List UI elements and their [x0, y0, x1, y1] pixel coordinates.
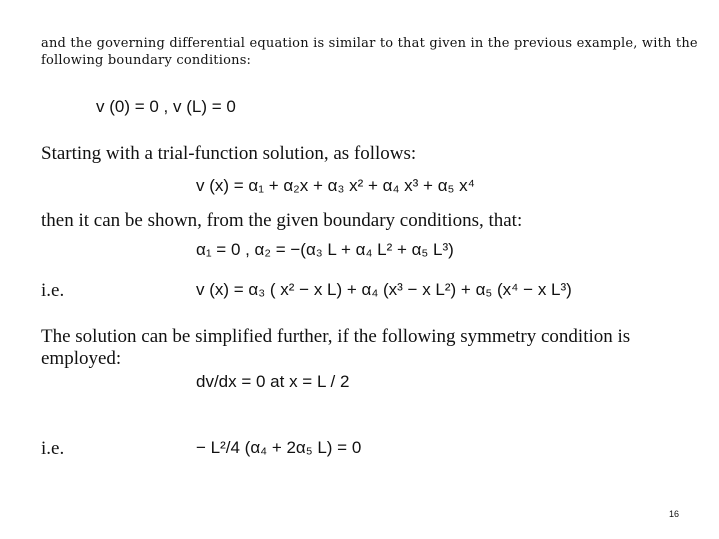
- then-text: then it can be shown, from the given boundary conditions, that:: [41, 210, 523, 231]
- intro-line-1: and the governing differential equation is similar to that given in the previous example, with the: [41, 36, 698, 51]
- simplified-text-line-1: The solution can be simplified further, if the following symmetry condition is: [41, 326, 631, 347]
- intro-line-2: following boundary conditions:: [41, 53, 252, 68]
- ie-solution-equation: v (x) = α₃ ( x² − x L) + α₄ (x³ − x L²) + α₅ (x⁴ − x L³): [196, 280, 572, 299]
- starting-text: Starting with a trial-function solution, as follows:: [41, 143, 417, 164]
- alpha-relation-equation: α₁ = 0 , α₂ = −(α₃ L + α₄ L² + α₅ L³): [196, 240, 454, 259]
- ie-label-1: i.e.: [41, 280, 65, 301]
- ie-label-2: i.e.: [41, 438, 65, 459]
- intro-paragraph: [41, 35, 698, 69]
- simplified-text-line-2: employed:: [41, 348, 122, 369]
- symmetry-equation: dv/dx = 0 at x = L / 2: [196, 372, 350, 391]
- boundary-conditions-equation: v (0) = 0 , v (L) = 0: [96, 97, 236, 116]
- ie-result-equation: − L²/4 (α₄ + 2α₅ L) = 0: [196, 438, 362, 457]
- trial-function-equation: v (x) = α₁ + α₂x + α₃ x² + α₄ x³ + α₅ x⁴: [196, 176, 475, 195]
- page-number: 16: [668, 509, 679, 519]
